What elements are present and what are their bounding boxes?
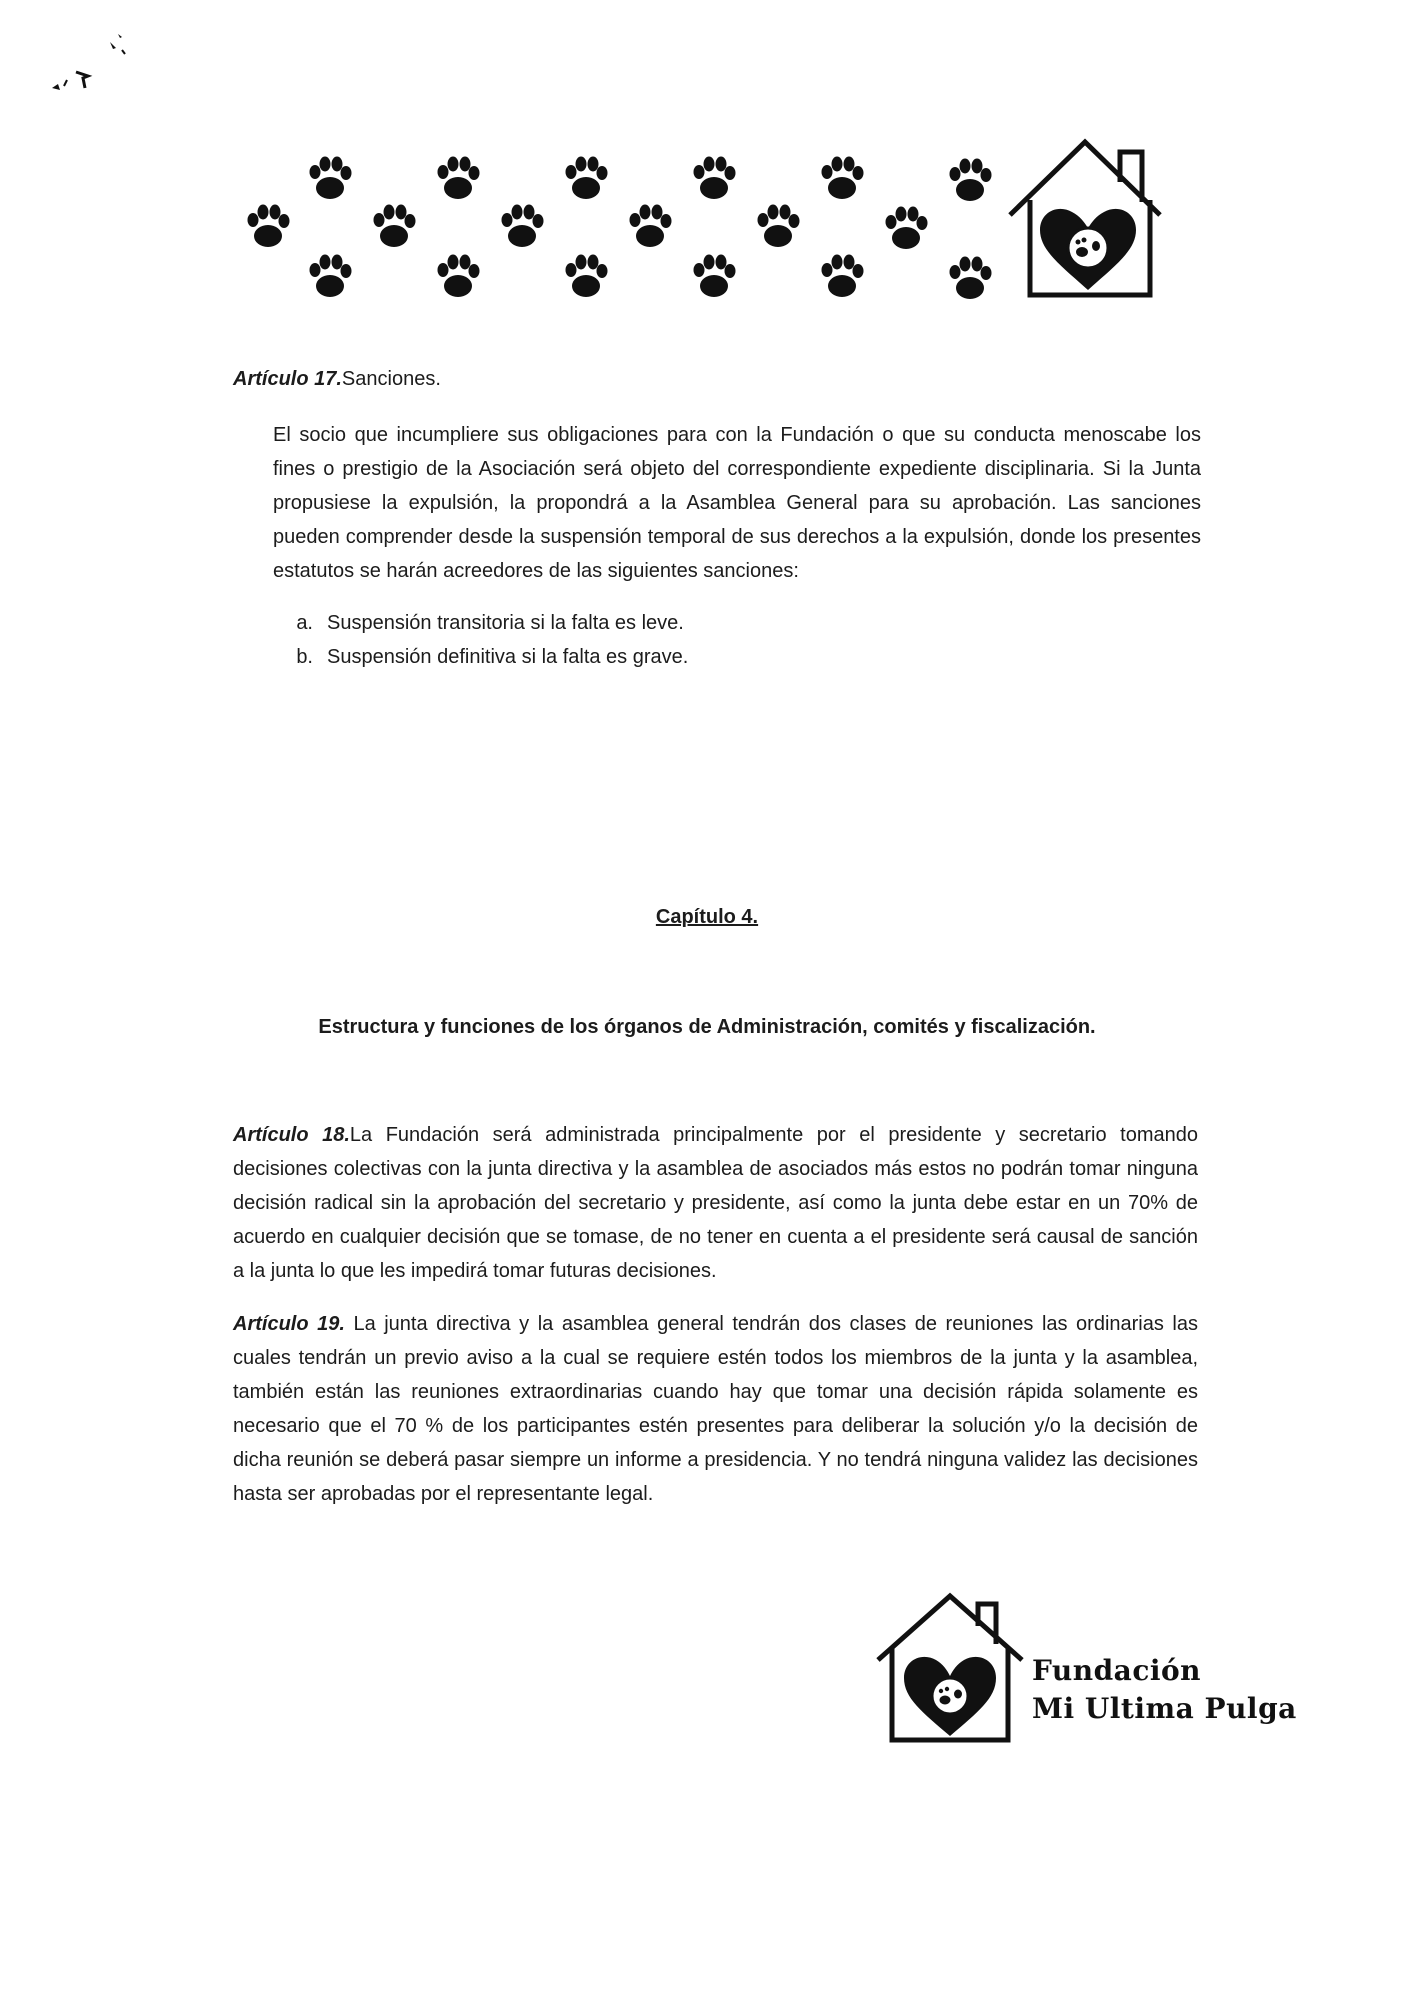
article-19-text: La junta directiva y la asamblea general tendrán dos clases de reuniones las ordinarias las cuales tendrán un previo aviso a la cual se requiere estén todos los miembros de la junta y la asamblea, también están las reuniones extraordinarias cuando hay que tomar una decisión rápida solamente es necesario que el 70 % de los participantes estén presentes para deliberar la solución y/o la decisión de dicha reunión se deberá pasar siempre un informe a presidencia. Y no tendrá ninguna validez las decisiones hasta ser aprobadas por el representante legal.: [233, 1313, 1198, 1505]
logo-line-1: Fundación: [1032, 1654, 1202, 1687]
article-17-body: [273, 418, 1201, 588]
list-item-text: Suspensión transitoria si la falta es leve.: [327, 612, 684, 634]
paw-print-row-icon: [230, 120, 1020, 320]
list-item-text: Suspensión definitiva si la falta es grave.: [327, 646, 689, 668]
logo-line-2: Mi Ultima Pulga: [1032, 1692, 1297, 1725]
article-17-heading: [233, 362, 441, 396]
article-17-title: Sanciones.: [341, 368, 441, 390]
house-heart-logo-icon: [1000, 130, 1170, 310]
sanctions-list: [273, 606, 1173, 674]
list-marker: b.: [296, 646, 313, 668]
logo-wordmark: [1032, 1652, 1297, 1728]
list-item: [273, 640, 1173, 674]
house-heart-logo-icon: [870, 1590, 1030, 1750]
chapter-heading: Capítulo 4.: [655, 906, 759, 928]
article-18-label: Artículo 18.: [233, 1124, 350, 1146]
foundation-logo: [870, 1590, 1297, 1750]
article-19-body: [233, 1307, 1198, 1511]
scan-specks-icon: [40, 20, 150, 110]
header-banner: [230, 120, 1180, 320]
article-19-label: Artículo 19.: [233, 1313, 345, 1335]
article-18-body: [233, 1118, 1198, 1288]
list-item: [273, 606, 1173, 640]
article-17-label: Artículo 17.: [233, 368, 342, 390]
article-17-text: El socio que incumpliere sus obligaciones para con la Fundación o que su conducta menoscabe los fines o prestigio de la Asociación será objeto del correspondiente expediente disciplinaria. Si la Junta propusiese la expulsión, la propondrá a la Asamblea General para su aprobación. Las sanciones pueden comprender desde la suspensión temporal de sus derechos a la expulsión, donde los presentes estatutos se harán acreedores de las siguientes sanciones:: [273, 424, 1201, 582]
list-marker: a.: [296, 612, 313, 634]
chapter-subheading: Estructura y funciones de los órganos de Administración, comités y fiscalización.: [318, 1016, 1096, 1038]
article-18-text: La Fundación será administrada principalmente por el presidente y secretario tomando decisiones colectivas con la junta directiva y la asamblea de asociados más estos no podrán tomar ninguna decisión radical sin la aprobación del secretario y presidente, así como la junta debe estar en un 70% de acuerdo en cualquier decisión que se tomase, de no tener en cuenta a el presidente será causal de sanción a la junta lo que les impedirá tomar futuras decisiones.: [233, 1124, 1198, 1282]
